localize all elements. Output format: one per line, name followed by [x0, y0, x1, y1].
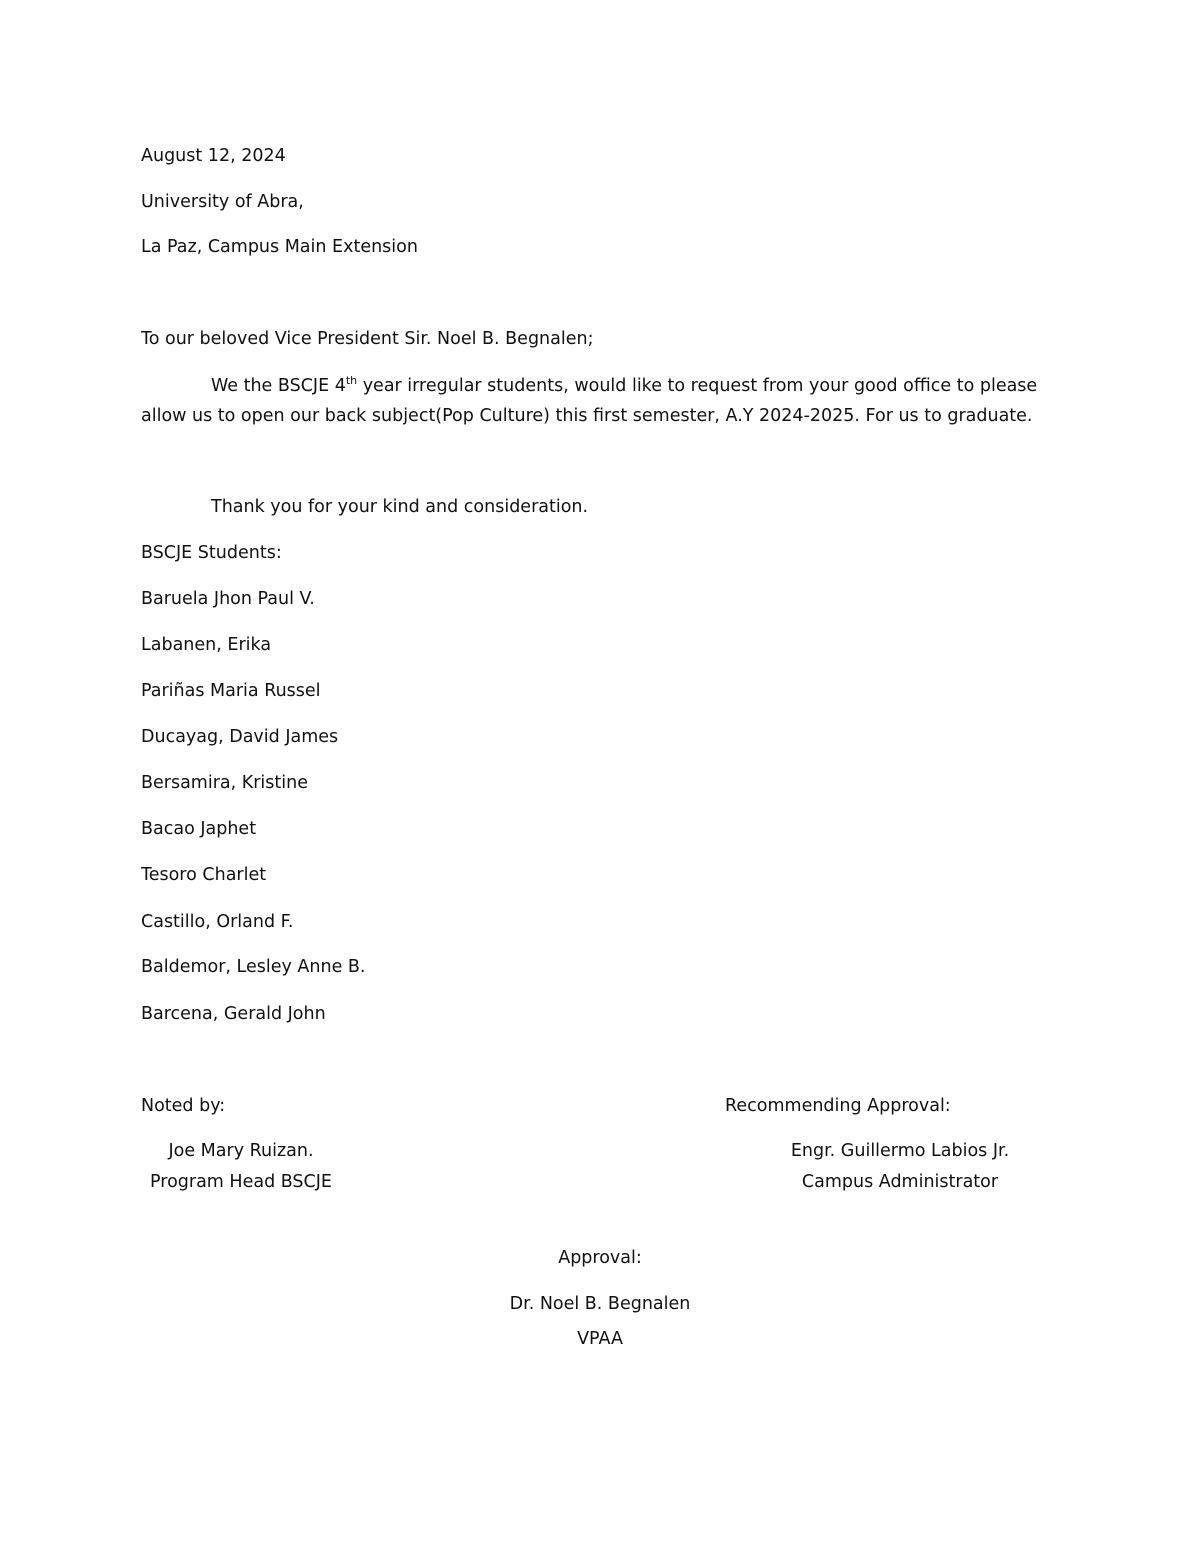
approval-name: Dr. Noel B. Begnalen — [509, 1294, 691, 1314]
approval-label: Approval: — [558, 1248, 642, 1268]
body-text-part-1: We the BSCJE 4 — [211, 376, 346, 396]
closing-line: Thank you for your kind and consideration. — [211, 497, 589, 517]
student-name: Baldemor, Lesley Anne B. — [141, 957, 366, 977]
recommending-signatory — [760, 1140, 1040, 1193]
noted-by-label: Noted by: — [141, 1096, 226, 1116]
recommending-name: Engr. Guillermo Labios Jr. — [790, 1141, 1010, 1161]
recommending-approval-label: Recommending Approval: — [725, 1096, 951, 1116]
student-name: Ducayag, David James — [141, 727, 339, 747]
student-name: Labanen, Erika — [141, 635, 272, 655]
noted-by-signatory — [141, 1140, 341, 1193]
students-heading: BSCJE Students: — [141, 543, 282, 563]
student-name: Bersamira, Kristine — [141, 773, 308, 793]
noted-by-title: Program Head BSCJE — [150, 1172, 332, 1192]
ordinal-superscript: th — [345, 374, 358, 388]
student-name: Barcena, Gerald John — [141, 1004, 326, 1024]
body-paragraph-line-2: allow us to open our back subject(Pop Culture) this first semester, A.Y 2024-2025. For us to graduate. — [141, 406, 1033, 426]
student-name: Tesoro Charlet — [141, 865, 267, 885]
noted-by-name: Joe Mary Ruizan. — [168, 1141, 314, 1161]
student-name: Pariñas Maria Russel — [141, 681, 321, 701]
recipient-line-2: La Paz, Campus Main Extension — [141, 237, 418, 257]
letter-date: August 12, 2024 — [141, 146, 286, 166]
student-name: Baruela Jhon Paul V. — [141, 589, 315, 609]
student-name: Bacao Japhet — [141, 819, 257, 839]
approval-title: VPAA — [577, 1329, 623, 1349]
body-text-part-2: year irregular students, would like to request from your good office to please — [357, 376, 1038, 396]
student-name: Castillo, Orland F. — [141, 912, 294, 932]
body-paragraph-line-1 — [211, 375, 1037, 397]
approval-signatory — [450, 1247, 750, 1350]
recipient-line-1: University of Abra, — [141, 192, 304, 212]
recommending-title: Campus Administrator — [801, 1172, 999, 1192]
salutation: To our beloved Vice President Sir. Noel B. Begnalen; — [141, 329, 594, 349]
